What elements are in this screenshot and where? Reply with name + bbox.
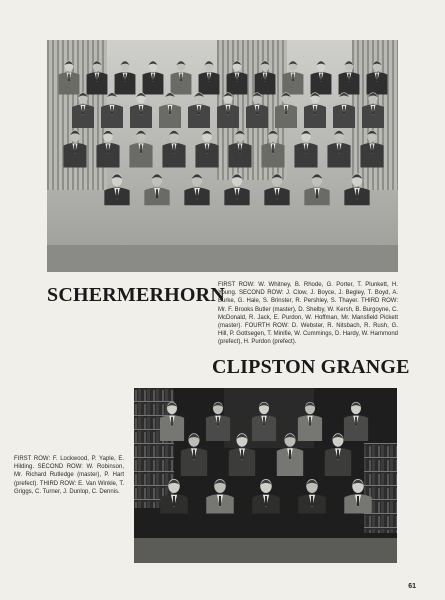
clipston-grange-caption: FIRST ROW: F. Lockwood, P. Yaple, E. Hilding. SECOND ROW: W. Robinson, Mr. Richard Rutledge (master), P. Hart (prefect). THIRD ROW: E. Van Winkle, T. Griggs, C. Turner, J. Dunlop, C. Dennis. — [14, 456, 124, 495]
schermerhorn-title: SCHERMERHORN — [47, 284, 225, 306]
clipston-grange-photo-graphic — [134, 388, 397, 563]
page-number: 61 — [408, 583, 416, 590]
schermerhorn-caption: FIRST ROW: W. Whitney, B. Rhode, G. Porter, T. Plunkett, H. Young. SECOND ROW: J. Clow, J. Boyce, J. Begley, T. Boyd, A. Burke, G. Hale, S. Brinster, R. Pershley, S. Thayer. THIRD ROW: Mr. F. Brooks Butler (master), D. Shelby, W. Kersh, B. Burgoyne, C. McDonald, R. Jack, E. Purdon, W. Hoffman, Mr. Mansfield Pickett (master). FOURTH ROW: D. Webster, R. Nitsbach, R. Rush, G. Hill, P. Gottsegen, T. Minifie, W. Cummings, D. Hardy, W. Hammond (prefect), H. Purdon (prefect). — [218, 282, 398, 346]
clipston-grange-title: CLIPSTON GRANGE — [212, 356, 410, 378]
schermerhorn-photo-graphic — [47, 40, 398, 272]
clipston-grange-group-photo — [134, 388, 397, 563]
schermerhorn-group-photo — [47, 40, 398, 272]
